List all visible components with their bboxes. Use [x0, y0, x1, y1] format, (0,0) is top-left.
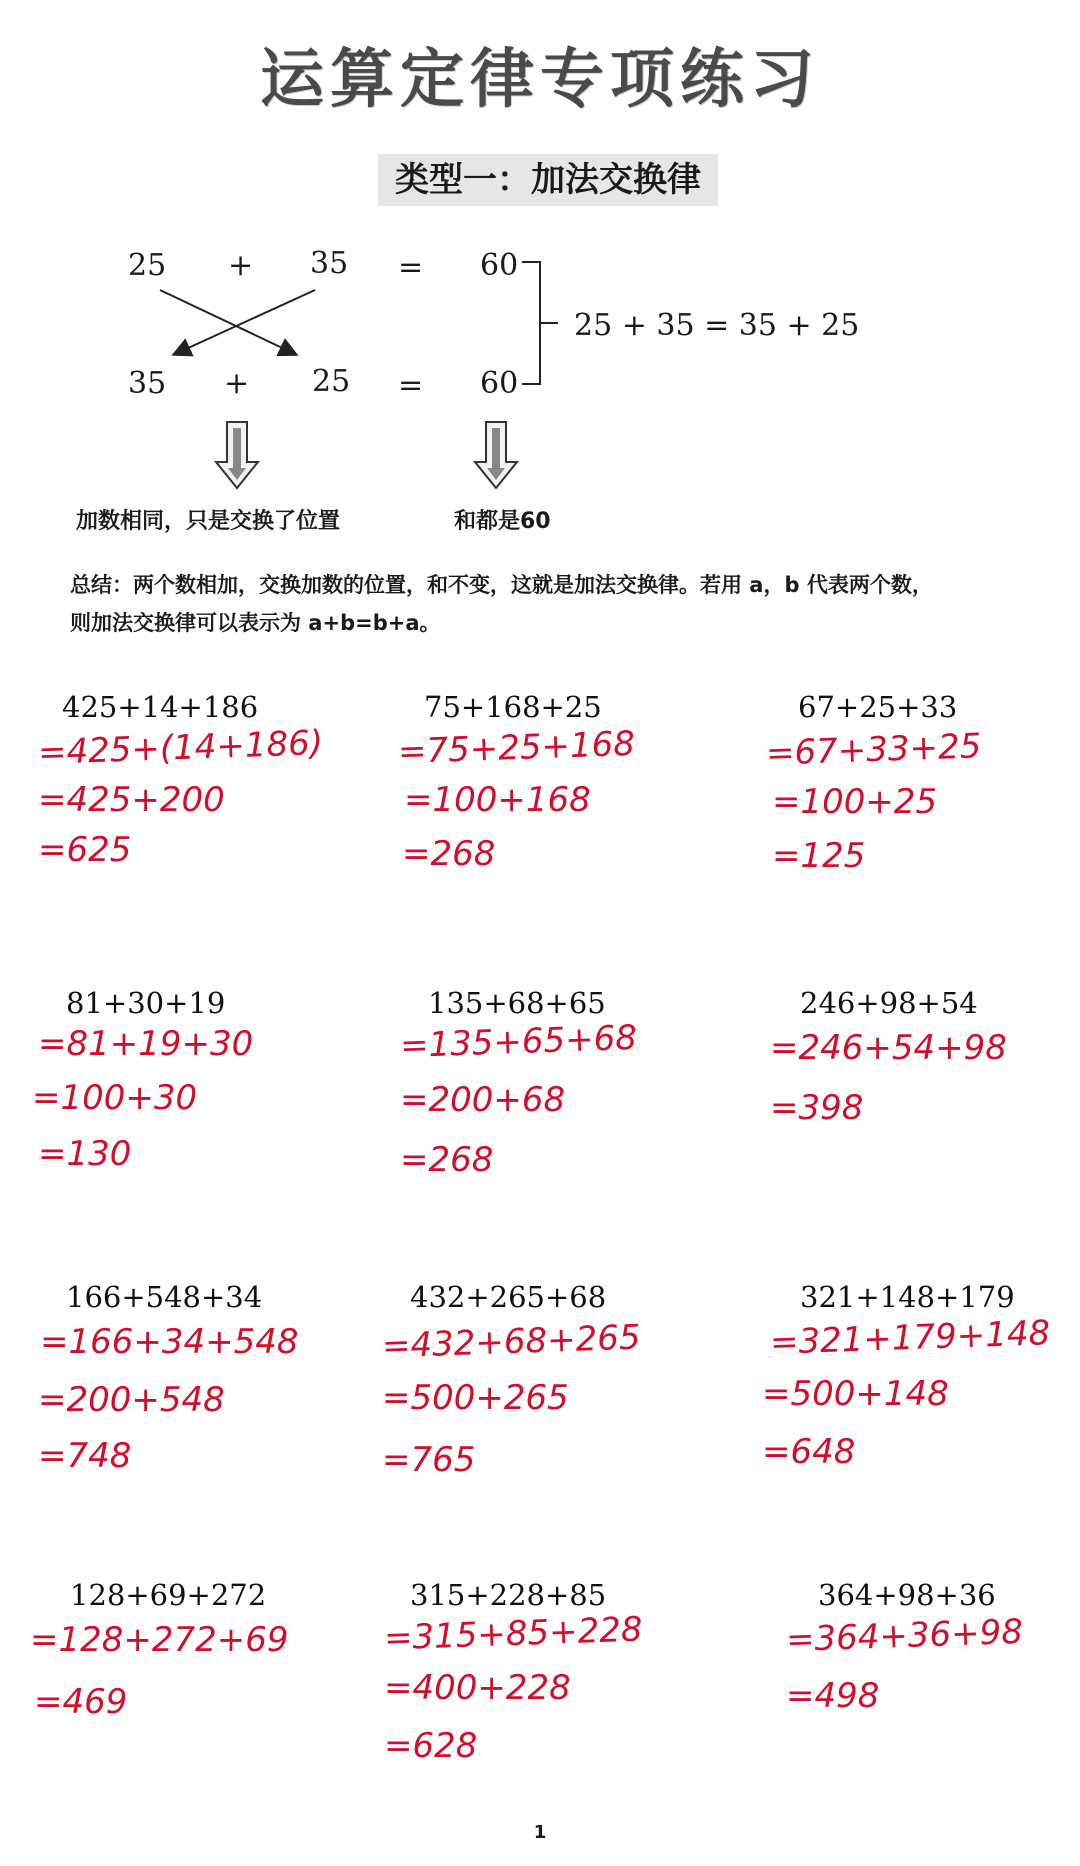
cross-arrow-down-right: [160, 290, 295, 354]
answer-step: =469: [34, 1682, 128, 1722]
diagram-row1-b: 35: [310, 246, 349, 281]
section-subtitle: 类型一：加法交换律: [378, 154, 718, 206]
down-arrow-icon-left: [216, 422, 258, 488]
diagram-row2-eq: =: [398, 368, 424, 403]
answer-step: =100+30: [32, 1078, 198, 1118]
diagram-row1-result: 60: [480, 248, 519, 283]
page-title: 运算定律专项练习: [260, 43, 820, 117]
answer-step: =100+25: [772, 782, 938, 822]
problem-question: 425+14+186: [62, 690, 259, 724]
diagram-row2-b: 25: [312, 364, 351, 399]
problem-question: 432+265+68: [410, 1280, 607, 1314]
answer-step: =268: [400, 1140, 494, 1180]
problem-question: 81+30+19: [66, 986, 226, 1020]
bracket: [522, 262, 558, 384]
problem-question: 75+168+25: [424, 690, 602, 724]
answer-step: =130: [38, 1134, 132, 1174]
answer-step: =166+34+548: [40, 1322, 299, 1362]
problem-question: 128+69+272: [70, 1578, 267, 1612]
answer-step: =200+68: [400, 1080, 566, 1120]
cross-arrow-down-left: [175, 290, 315, 354]
answer-step: =321+179+148: [769, 1313, 1051, 1363]
note-left: 加数相同，只是交换了位置: [76, 509, 341, 534]
diagram-row2-op: +: [224, 366, 250, 401]
answer-step: =765: [382, 1440, 476, 1480]
answer-step: =135+65+68: [399, 1017, 638, 1067]
answer-step: =67+33+25: [765, 726, 982, 774]
answer-step: =628: [384, 1726, 478, 1766]
answer-step: =625: [38, 830, 132, 870]
answer-step: =81+19+30: [38, 1024, 254, 1064]
page-number: 1: [533, 1822, 547, 1843]
diagram-row1-eq: =: [398, 250, 424, 285]
answer-step: =425+200: [38, 780, 225, 820]
answer-step: =400+228: [384, 1668, 571, 1708]
answer-step: =128+272+69: [30, 1620, 289, 1660]
answer-step: =100+168: [404, 780, 591, 820]
answer-step: =648: [762, 1432, 856, 1472]
answer-step: =315+85+228: [383, 1609, 644, 1659]
summary: [70, 566, 1050, 642]
problem-question: 166+548+34: [66, 1280, 263, 1314]
answer-step: =246+54+98: [770, 1028, 1007, 1068]
answer-step: =200+548: [38, 1380, 225, 1420]
answer-step: =75+25+168: [397, 723, 636, 773]
answer-step: =425+(14+186): [37, 723, 324, 773]
problem-question: 135+68+65: [428, 986, 606, 1020]
answer-step: =268: [402, 834, 496, 874]
answer-step: =398: [770, 1088, 864, 1128]
summary-line-2: 则加法交换律可以表示为 a+b=b+a。: [70, 611, 441, 635]
problem-question: 321+148+179: [800, 1280, 1015, 1314]
problem-question: 315+228+85: [410, 1578, 607, 1612]
bracket-equation: 25 + 35 = 35 + 25: [574, 308, 860, 343]
note-right: 和都是60: [454, 509, 551, 534]
answer-step: =364+36+98: [785, 1611, 1024, 1661]
diagram-row2-result: 60: [480, 366, 519, 401]
problem-question: 364+98+36: [818, 1578, 996, 1612]
problem-question: 246+98+54: [800, 986, 978, 1020]
problem-question: 67+25+33: [798, 690, 958, 724]
answer-step: =500+148: [762, 1374, 949, 1414]
summary-line-1: 总结：两个数相加，交换加数的位置，和不变，这就是加法交换律。若用 a，b 代表两个数，: [70, 573, 933, 597]
diagram-row1-a: 25: [128, 248, 167, 283]
diagram-graphics: [0, 0, 1080, 520]
answer-step: =748: [38, 1436, 132, 1476]
down-arrow-icon-right: [475, 422, 517, 488]
answer-step: =500+265: [382, 1378, 569, 1418]
answer-step: =432+68+265: [381, 1317, 642, 1367]
answer-step: =125: [772, 836, 866, 876]
answer-step: =498: [786, 1676, 880, 1716]
diagram-row2-a: 35: [128, 366, 167, 401]
diagram-row1-op: +: [228, 248, 254, 283]
